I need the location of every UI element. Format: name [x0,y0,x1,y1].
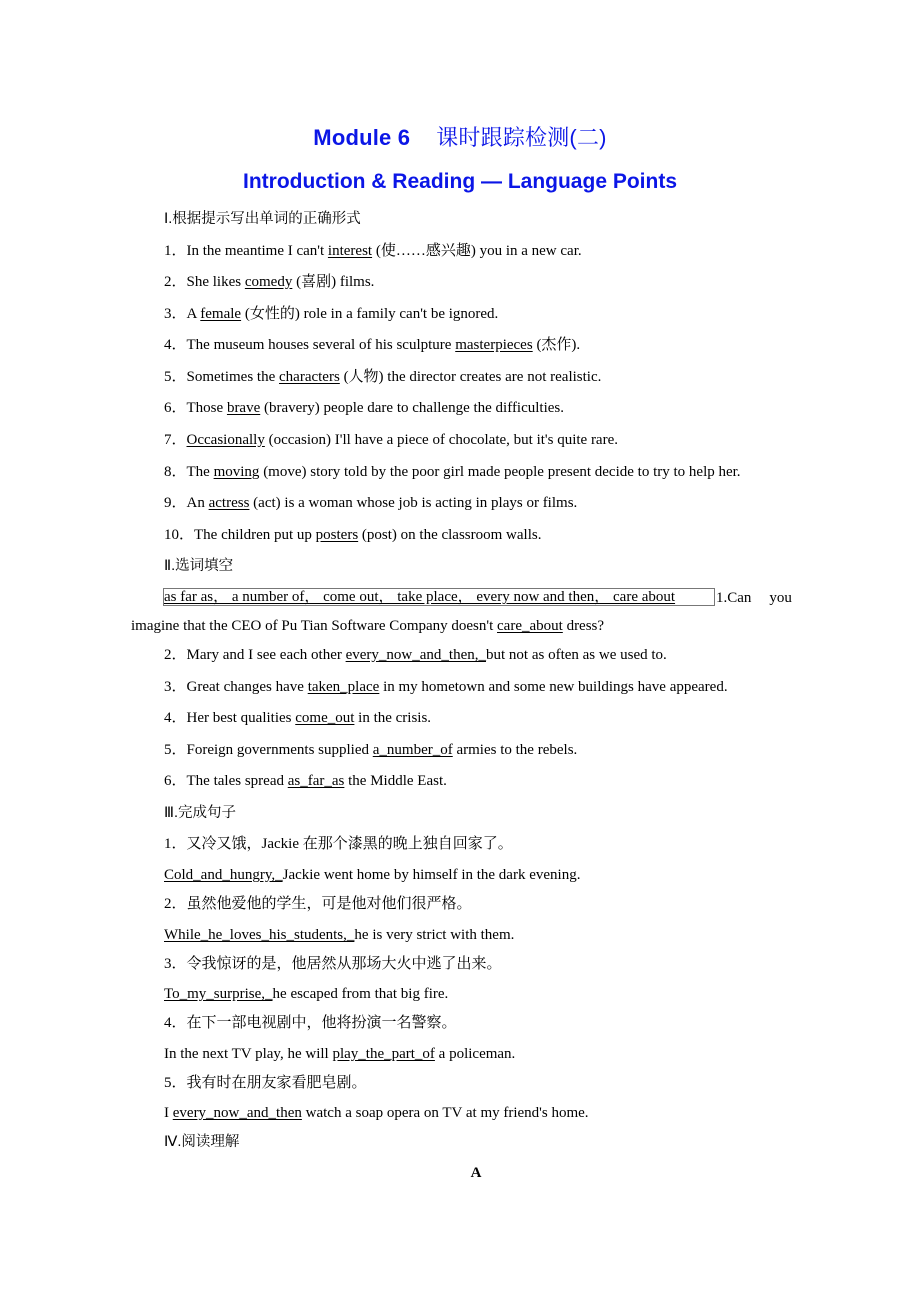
s3-answer-1: Cold_and_hungry,_Jackie went home by himself in the dark evening. [164,867,581,883]
section4-heading: Ⅳ.阅读理解 [164,1134,240,1150]
s3-answer-5: I every_now_and_then watch a soap opera on TV at my friend's home. [164,1105,589,1121]
answer: Occasionally [186,432,265,448]
s1-item-10: 10．The children put up posters (post) on the classroom walls. [164,527,542,543]
s2-item-5: 5．Foreign governments supplied a_number_of armies to the rebels. [164,742,578,758]
s1-item-6: 6．Those brave (bravery) people dare to challenge the difficulties. [164,400,565,416]
answer: comedy [244,274,293,290]
word-bank-text: as far as， a number of， come out， take place， every now and then， care about [164,589,676,605]
answer: moving [213,464,260,480]
s1-item-1: 1．In the meantime I can't interest (使……感兴趣) you in a new car. [164,243,582,259]
answer: come_out [295,710,355,726]
s2-item-3: 3．Great changes have taken_place in my hometown and some new buildings have appeared. [164,679,728,695]
answer: female [200,306,242,322]
passage-label: A [470,1165,482,1181]
section2-heading: Ⅱ.选词填空 [164,558,234,574]
word-bank-box [163,588,715,606]
s1-item-2: 2．She likes comedy (喜剧) films. [164,274,375,290]
answer: Cold_and_hungry,_ [164,867,283,883]
section3-heading: Ⅲ.完成句子 [164,805,237,821]
answer: a_number_of [372,742,453,758]
s1-item-7: 7．Occasionally (occasion) I'll have a piece of chocolate, but it's quite rare. [164,432,618,448]
page-subtitle: Introduction & Reading — Language Points [243,170,677,193]
s1-item-9: 9．An actress (act) is a woman whose job is acting in plays or films. [164,495,578,511]
answer: interest [327,243,373,259]
title-cn: 课时跟踪检测(二) [436,125,607,150]
s3-answer-2: While_he_loves_his_students,_he is very strict with them. [164,927,515,943]
answer: care_about [497,618,563,634]
title-module: Module 6 [313,125,411,150]
answer: every_now_and_then,_ [345,647,486,663]
answer: brave [226,400,261,416]
s1-item-5: 5．Sometimes the characters (人物) the director creates are not realistic. [164,369,602,385]
s3-answer-3: To_my_surprise,_he escaped from that big fire. [164,986,449,1002]
s3-answer-4: In the next TV play, he will play_the_part_of a policeman. [164,1046,516,1062]
s3-prompt-3: 3．令我惊讶的是，他居然从那场大火中逃了出来。 [164,956,502,972]
answer: To_my_surprise,_ [164,986,273,1002]
s3-prompt-2: 2．虽然他爱他的学生，可是他对他们很严格。 [164,896,472,912]
page-title [0,121,920,152]
s3-prompt-5: 5．我有时在朋友家看肥皂剧。 [164,1075,367,1091]
answer: posters [315,527,359,543]
answer: characters [279,369,340,385]
answer: taken_place [307,679,380,695]
answer: as_far_as [287,773,345,789]
s2-item-4: 4．Her best qualities come_out in the crisis. [164,710,432,726]
s1-item-8: 8．The moving (move) story told by the poor girl made people present decide to try to help her. [164,464,741,480]
s2-item-2: 2．Mary and I see each other every_now_and_then,_but not as often as we used to. [164,647,667,663]
s3-prompt-4: 4．在下一部电视剧中，他将扮演一名警察。 [164,1015,457,1031]
answer: actress [208,495,250,511]
s2-item-1-cont: imagine that the CEO of Pu Tian Software Company doesn't care_about dress? [131,618,605,634]
answer: play_the_part_of [332,1046,435,1062]
s2-item-1-start: 1.Can you [716,590,792,606]
answer: masterpieces [455,337,533,353]
answer: every_now_and_then [172,1105,302,1121]
s1-item-3: 3．A female (女性的) role in a family can't be ignored. [164,306,499,322]
s3-prompt-1: 1．又冷又饿，Jackie 在那个漆黑的晚上独自回家了。 [164,836,513,852]
s1-item-4: 4．The museum houses several of his sculpture masterpieces (杰作). [164,337,581,353]
answer: While_he_loves_his_students,_ [164,927,355,943]
s2-item-6: 6．The tales spread as_far_as the Middle East. [164,773,447,789]
section1-heading: Ⅰ.根据提示写出单词的正确形式 [164,211,361,227]
